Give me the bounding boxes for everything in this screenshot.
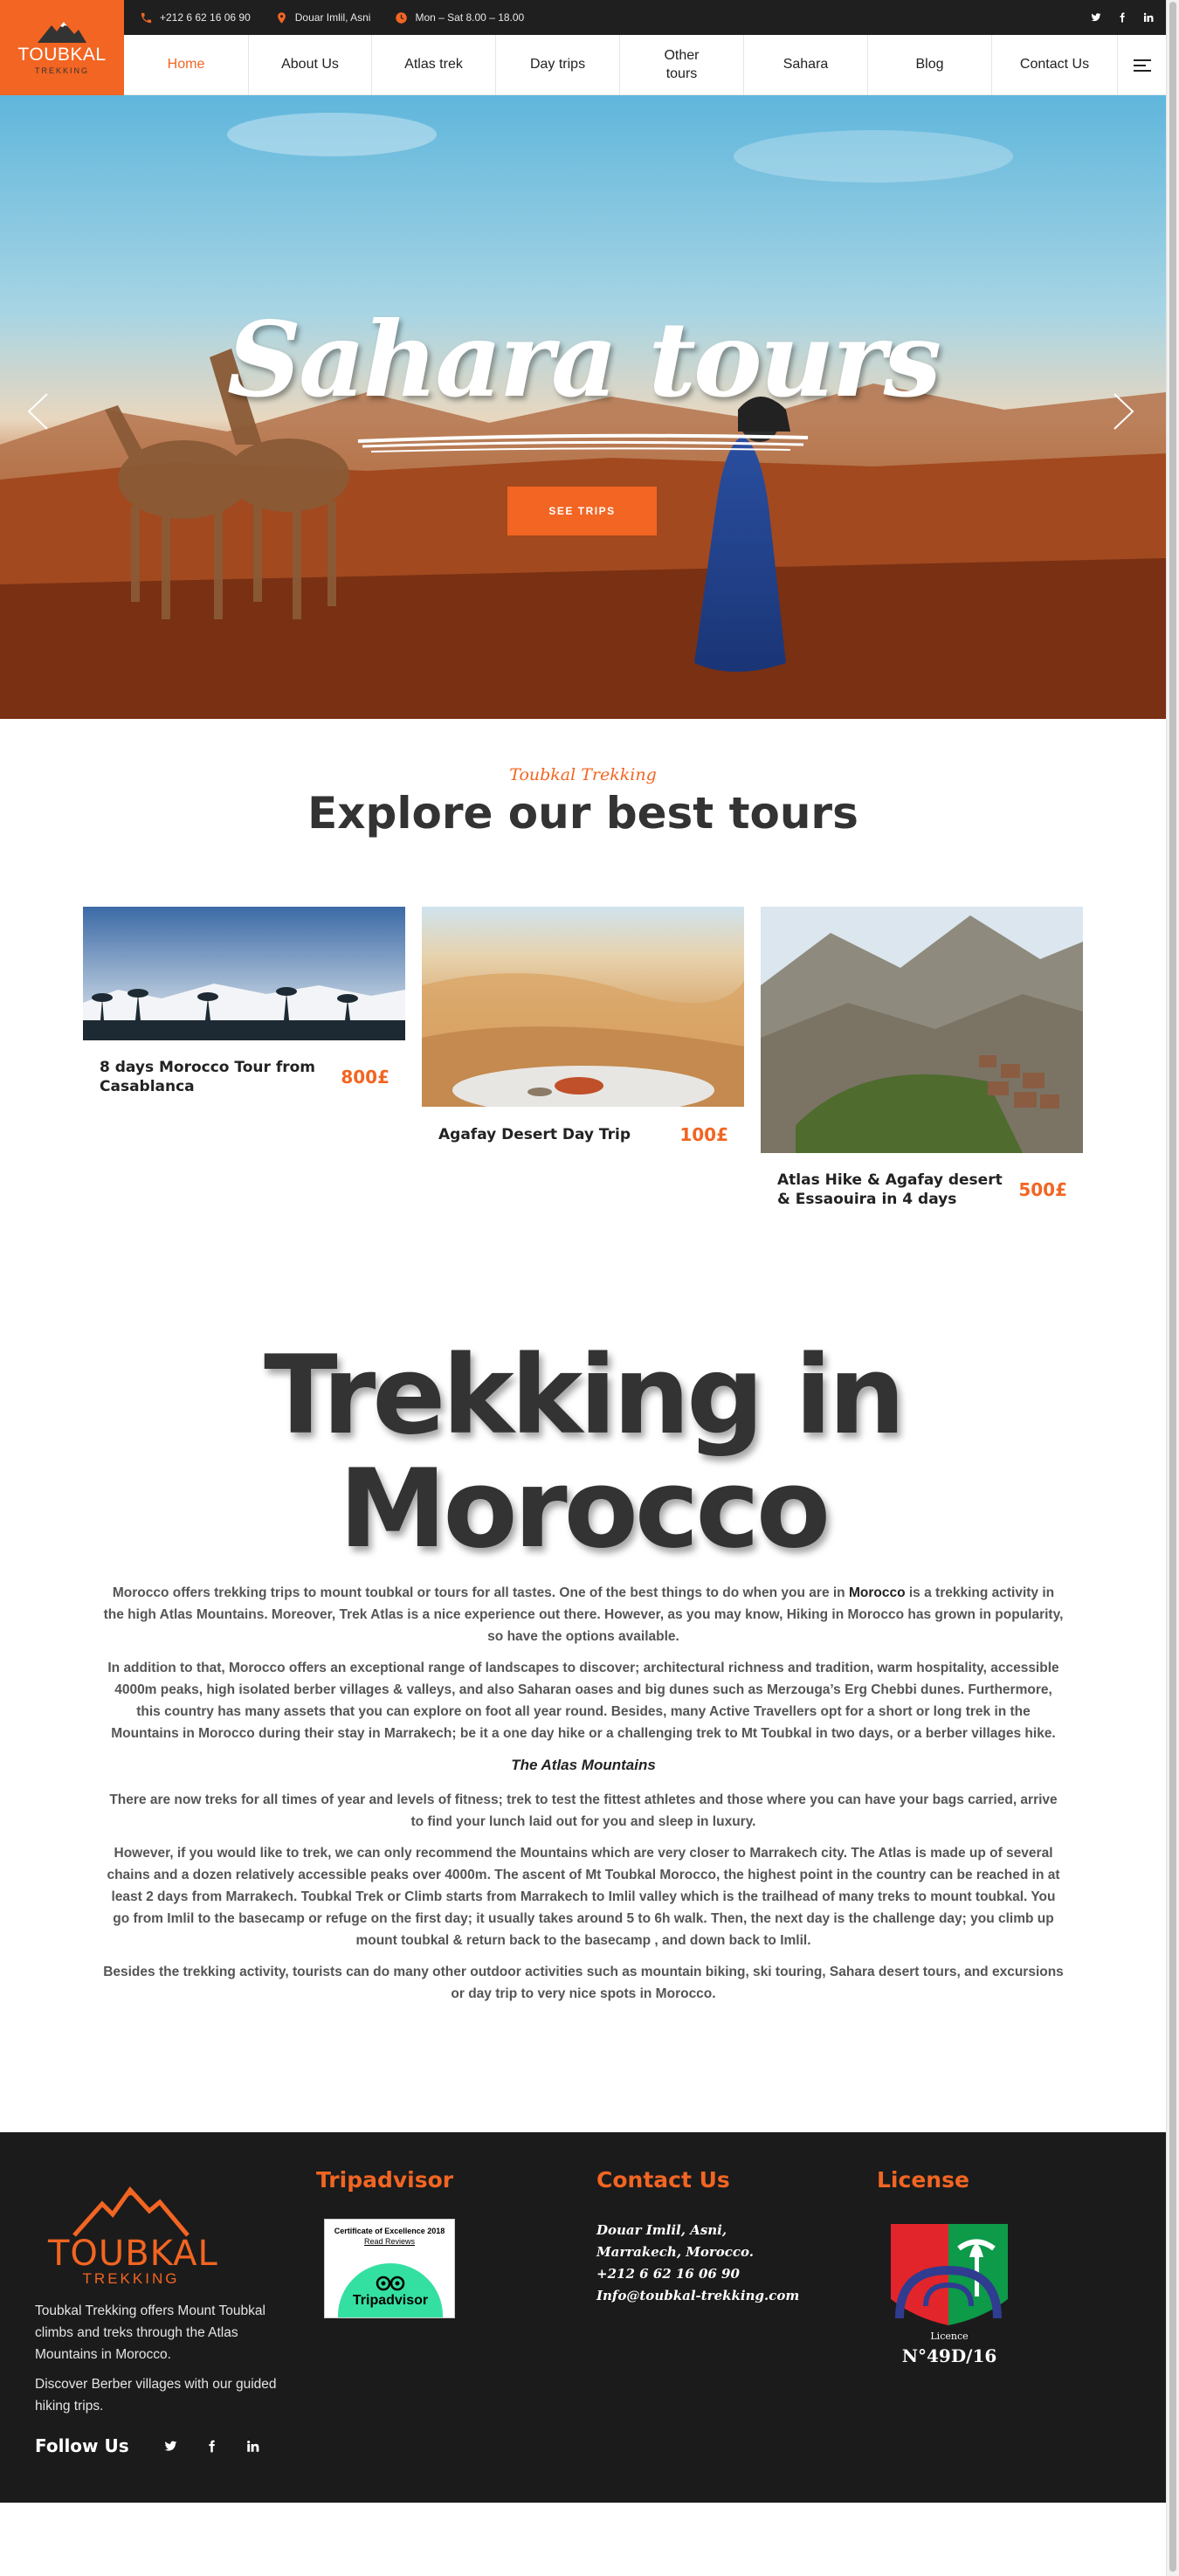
facebook-icon[interactable] (1117, 12, 1127, 23)
read-reviews-link[interactable]: Read Reviews (363, 2237, 416, 2246)
tour-image[interactable] (422, 907, 744, 1107)
trekking-title-line2: Morocco (338, 1447, 828, 1572)
tripadvisor-owl-icon (376, 2276, 405, 2291)
tours-title: Explore our best tours (307, 788, 858, 839)
trekking-title (0, 1333, 1166, 1572)
morocco-link[interactable]: Morocco (848, 1585, 906, 1600)
top-bar (0, 0, 1166, 35)
tour-card-agafay[interactable] (422, 907, 744, 1145)
tripadvisor-brand: Tripadvisor (352, 2293, 429, 2308)
menu-toggle-button[interactable] (1118, 35, 1166, 95)
contact-info (140, 0, 524, 35)
trekking-paragraph: There are now treks for all times of year and levels of fitness; trek to test the fittest athletes and those where you can have your bags carried, arrive to find your lunch laid out for you and sleep in luxury. (109, 1792, 1058, 1829)
page-scrollbar[interactable] (1166, 0, 1179, 2576)
tour-image[interactable] (83, 907, 405, 1040)
license-heading: License (877, 2167, 969, 2193)
contact-details (596, 2220, 799, 2307)
footer-about-text: Toubkal Trekking offers Mount Toubkal climbs and treks through the Atlas Mountains in Morocco. (35, 2303, 265, 2362)
nav-item-day-trips[interactable]: Day trips (496, 35, 620, 95)
address-info (275, 11, 371, 24)
site-footer (0, 2132, 1166, 2503)
palm-trees-mountains-image (83, 907, 405, 1040)
mountain-logo-icon (38, 20, 86, 43)
tour-price: 500£ (1018, 1179, 1067, 1201)
contact-heading: Contact Us (596, 2167, 730, 2193)
nav-item-home[interactable]: Home (124, 35, 249, 95)
tour-name[interactable]: Agafay Desert Day Trip (438, 1125, 631, 1143)
contact-line: Douar Imlil, Asni, (596, 2222, 727, 2238)
linkedin-icon[interactable] (1143, 12, 1154, 23)
hours-info (395, 11, 524, 24)
nav-item-other-tours[interactable]: Other tours (620, 35, 744, 95)
tours-kicker: Toubkal Trekking (509, 765, 657, 784)
trekking-paragraph (103, 1582, 1064, 1647)
linkedin-icon[interactable] (246, 2440, 259, 2453)
paragraph-text: is a trekking activity in the high Atlas Mountains. Moreover, Trek Atlas is a nice experience out there. However, as you may know, Hiking in Morocco has grown in popularity, so have the options available. (103, 1585, 1064, 1644)
hamburger-menu-icon (1134, 59, 1151, 73)
follow-us-row (35, 2435, 259, 2456)
license-number: N°49D/16 (901, 2345, 997, 2366)
tour-name[interactable]: 8 days Morocco Tour from Casablanca (100, 1059, 315, 1096)
nav-item-contact-us[interactable]: Contact Us (992, 35, 1118, 95)
tripadvisor-badge[interactable] (324, 2219, 455, 2318)
tripadvisor-heading: Tripadvisor (316, 2167, 454, 2193)
atlas-village-image (761, 907, 1083, 1153)
atlas-subheading: The Atlas Mountains (511, 1757, 656, 1773)
desert-table-image (422, 907, 744, 1107)
tour-price: 800£ (341, 1067, 390, 1088)
nav-item-about-us[interactable]: About Us (249, 35, 372, 95)
brush-underline-decoration (354, 427, 812, 462)
contact-line: Marrakech, Morocco. (596, 2244, 755, 2260)
tour-card-casablanca[interactable] (83, 907, 405, 1096)
contact-email[interactable]: Info@toubkal-trekking.com (596, 2288, 800, 2303)
footer-logo-name: TOUBKAL (48, 2234, 218, 2274)
see-trips-button[interactable]: SEE TRIPS (507, 487, 657, 535)
follow-us-label: Follow Us (35, 2435, 129, 2456)
footer-about-text-2: Discover Berber villages with our guided hiking trips. (35, 2377, 277, 2414)
slider-prev-arrow-icon[interactable] (26, 392, 49, 431)
contact-phone[interactable]: +212 6 62 16 06 90 (596, 2266, 740, 2282)
address-text: Douar Imlil, Asni (294, 11, 371, 24)
nav-item-blog[interactable]: Blog (868, 35, 992, 95)
clock-icon (395, 11, 408, 24)
trekking-paragraph: However, if you would like to trek, we can only recommend the Mountains which are very closer to Marrakech city. The Atlas is made up of several chains and a dozen relatively accessible peaks over 4000m. The ascent of Mt Toubkal Morocco, the highest point in the country can be reached in at least 2 days from Marrakech. Toubkal Trek or Climb starts from Marrakech to Imlil valley which is the trailhead of many treks to mount toubkal. You go from Imlil to the basecamp or refuge on the first day; it usually takes around 5 to 6h walk. Then, the next day is the challenge day; you climb up mount toubkal & return back to the basecamp , and down back to Imlil. (107, 1846, 1060, 1948)
phone-text: +212 6 62 16 06 90 (160, 11, 251, 24)
slider-next-arrow-icon[interactable] (1113, 392, 1135, 431)
trekking-paragraph: In addition to that, Morocco offers an exceptional range of landscapes to discover; architectural richness and tradition, warm hospitality, accessible 4000m peaks, high isolated berber villages & valleys, and also Saharan oases and big dunes such as Merzouga’s Erg Chebbi dunes. Furthermore, this country has many assets that you can explore on foot all year round. Besides, many Active Travellers opt for a short or long trek in the Mountains in Morocco during their stay in Marrakech; be it a one day hike or a challenging trek to Mt Toubkal in two days, or a berber villages hike. (107, 1661, 1059, 1741)
trekking-title-line1: Trekking in (264, 1333, 902, 1459)
scrollbar-thumb[interactable] (1169, 2, 1176, 2572)
license-badge (889, 2222, 1010, 2332)
phone-icon (140, 11, 153, 24)
social-links (1091, 0, 1154, 35)
tripadvisor-certificate-text: Certificate of Excellence 2018 (334, 2227, 445, 2235)
license-emblem-icon (889, 2222, 1010, 2332)
logo-name: TOUBKAL (17, 45, 107, 65)
trekking-description (103, 1582, 1064, 2014)
trekking-paragraph: Besides the trekking activity, tourists can do many other outdoor activities such as mountain biking, ski touring, Sahara desert tours, and excursions or day trip to very nice spots in Morocco. (103, 1965, 1064, 2001)
hero-slider (0, 95, 1166, 719)
twitter-icon[interactable] (164, 2440, 177, 2453)
main-nav (124, 35, 1166, 95)
facebook-icon[interactable] (205, 2440, 218, 2453)
site-logo[interactable] (0, 0, 124, 95)
mountain-logo-icon (48, 2185, 214, 2237)
tour-card-atlas-hike[interactable] (761, 907, 1083, 1209)
paragraph-text: Morocco offers trekking trips to mount toubkal or tours for all tastes. One of the best things to do when you are in (112, 1585, 849, 1600)
phone-info[interactable] (140, 11, 251, 24)
location-pin-icon (275, 11, 288, 24)
license-label: Licence (930, 2331, 969, 2342)
nav-item-sahara[interactable]: Sahara (744, 35, 868, 95)
hours-text: Mon – Sat 8.00 – 18.00 (415, 11, 525, 24)
hero-title: Sahara tours (226, 299, 940, 420)
logo-subtitle: TREKKING (34, 66, 89, 75)
footer-logo-subtitle: TREKKING (82, 2270, 180, 2287)
footer-logo[interactable] (48, 2185, 218, 2287)
twitter-icon[interactable] (1091, 12, 1101, 23)
tour-price: 100£ (679, 1124, 728, 1145)
nav-item-atlas-trek[interactable]: Atlas trek (372, 35, 496, 95)
tour-image[interactable] (761, 907, 1083, 1153)
tour-name[interactable]: Atlas Hike & Agafay desert & Essaouira in 4 days (777, 1171, 1003, 1209)
